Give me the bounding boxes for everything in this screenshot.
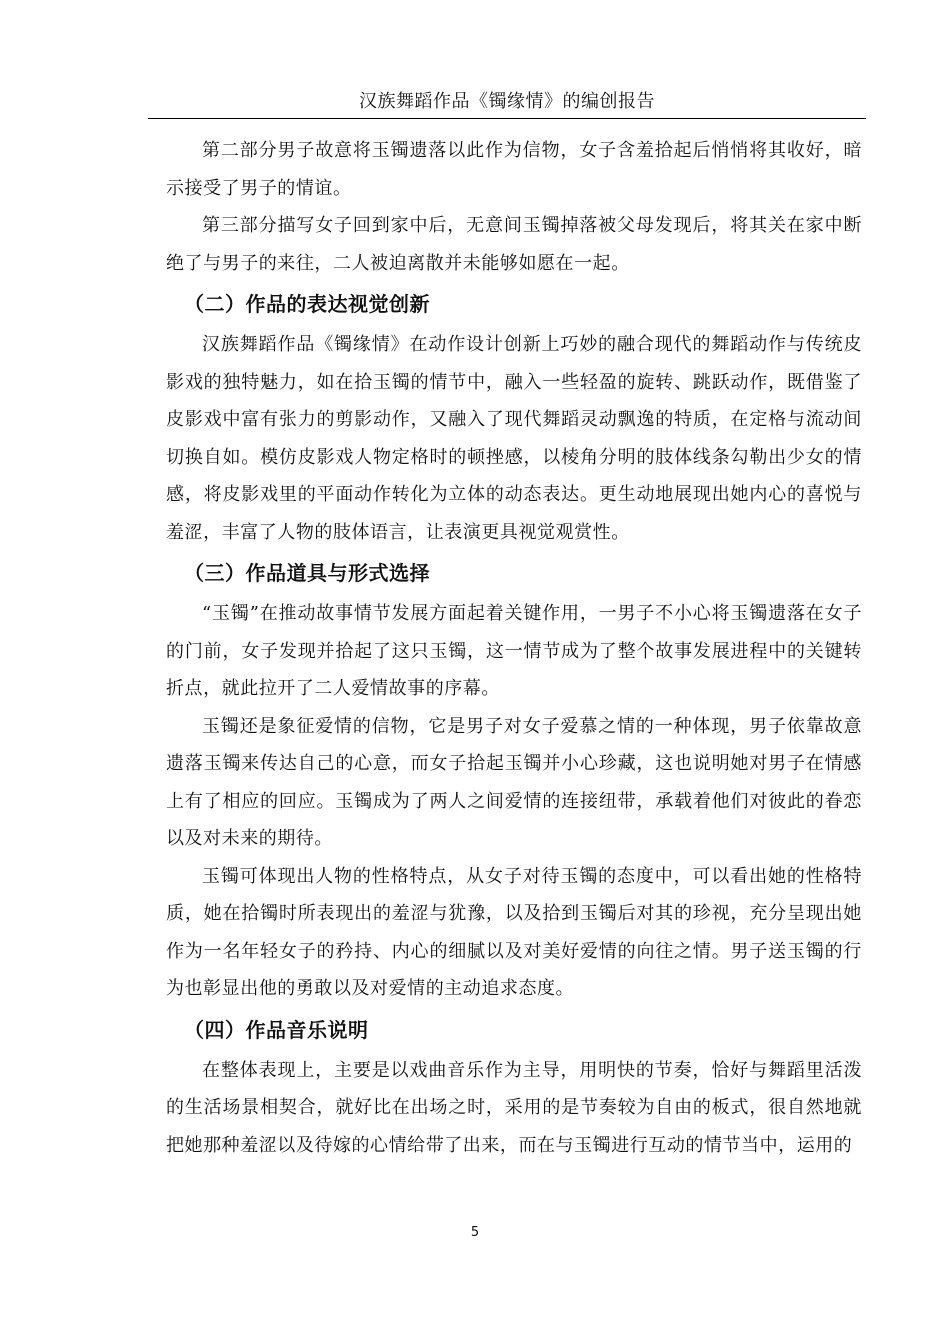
paragraph: “玉镯”在推动故事情节发展方面起着关键作用，一男子不小心将玉镯遗落在女子的门前，女子发现并拾起了这只玉镯，这一情节成为了整个故事发展进程中的关键转折点，就此拉开了二人爱情故事的序幕。 (166, 603, 862, 699)
page-number: 5 (470, 1225, 480, 1240)
page-header (148, 88, 866, 119)
section-heading: （三）作品道具与形式选择 (184, 561, 430, 585)
paragraph: 汉族舞蹈作品《镯缘情》在动作设计创新上巧妙的融合现代的舞蹈动作与传统皮影戏的独特魅力，如在拾玉镯的情节中，融入一些轻盈的旋转、跳跃动作，既借鉴了皮影戏中富有张力的剪影动作，又融入了现代舞蹈灵动飘逸的特质，在定格与流动间切换自如。模仿皮影戏人物定格时的顿挫感，以棱角分明的肢体线条勾勒出少女的情感，将皮影戏里的平面动作转化为立体的动态表达。更生动地展现出她内心的喜悦与羞涩，丰富了人物的肢体语言，让表演更具视觉观赏性。 (166, 334, 862, 543)
paragraph: 玉镯还是象征爱情的信物，它是男子对女子爱慕之情的一种体现，男子依靠故意遗落玉镯来传达自己的心意，而女子拾起玉镯并小心珍藏，这也说明她对男子在情感上有了相应的回应。玉镯成为了两人之间爱情的连接纽带，承载着他们对彼此的眷恋以及对未来的期待。 (166, 715, 862, 849)
paragraph: 第三部分描写女子回到家中后，无意间玉镯掉落被父母发现后，将其关在家中断绝了与男子的来往，二人被迫离散并未能够如愿在一起。 (166, 215, 862, 274)
paragraph: 在整体表现上，主要是以戏曲音乐作为主导，用明快的节奏，恰好与舞蹈里活泼的生活场景相契合，就好比在出场之时，采用的是节奏较为自由的板式，很自然地就把她那种羞涩以及待嫁的心情给带了出来，而在与玉镯进行互动的情节当中，运用的 (166, 1059, 862, 1156)
document-body (166, 132, 862, 1164)
paragraph: 玉镯可体现出人物的性格特点，从女子对待玉镯的态度中，可以看出她的性格特质，她在拾镯时所表现出的羞涩与犹豫，以及拾到玉镯后对其的珍视，充分呈现出她作为一名年轻女子的矜持、内心的细腻以及对美好爱情的向往之情。男子送玉镯的行为也彰显出他的勇敢以及对爱情的主动追求态度。 (166, 865, 862, 999)
section-heading: （二）作品的表达视觉创新 (184, 292, 430, 316)
section-heading: （四）作品音乐说明 (184, 1017, 369, 1042)
paragraph: 第二部分男子故意将玉镯遗落以此作为信物，女子含羞拾起后悄悄将其收好，暗示接受了男子的情谊。 (166, 140, 862, 199)
header-title: 汉族舞蹈作品《镯缘情》的编创报告 (359, 91, 655, 112)
